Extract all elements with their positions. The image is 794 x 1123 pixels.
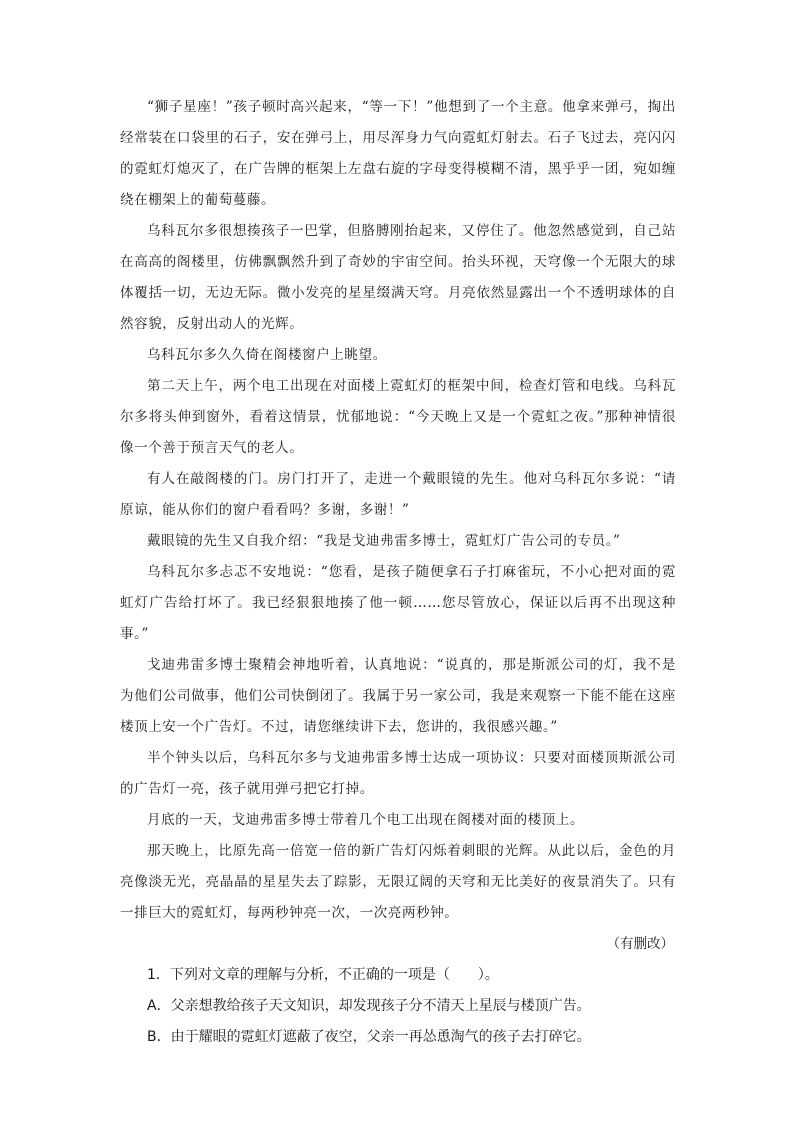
paragraph-7: 乌科瓦尔多忐忑不安地说：“您看，是孩子随便拿石子打麻雀玩，不小心把对面的霓虹灯广告给打坏了。我已经狠狠地揍了他一顿……您尽管放心，保证以后再不出现这种事。”	[120, 564, 676, 642]
document-page	[120, 92, 676, 1053]
paragraph-5: 有人在敲阁楼的门。房门打开了，走进一个戴眼镜的先生。他对乌科瓦尔多说：“请原谅，能从你们的窗户看看吗？多谢，多谢！”	[120, 471, 676, 518]
paragraph-9: 半个钟头以后，乌科瓦尔多与戈迪弗雷多博士达成一项协议：只要对面楼顶斯派公司的广告灯一亮，孩子就用弹弓把它打掉。	[120, 750, 676, 797]
paragraph-6: 戴眼镜的先生又自我介绍：“我是戈迪弗雷多博士，霓虹灯广告公司的专员。”	[147, 533, 621, 549]
option-b: B．由于耀眼的霓虹灯遮蔽了夜空，父亲一再怂恿淘气的孩子去打碎它。	[147, 1029, 591, 1045]
question-stem: 1．下列对文章的理解与分析，不正确的一项是（ ）。	[147, 967, 499, 983]
paragraph-1: “狮子星座！”孩子顿时高兴起来，“等一下！”他想到了一个主意。他拿来弹弓，掏出经常装在口袋里的石子，安在弹弓上，用尽浑身力气向霓虹灯射去。石子飞过去，亮闪闪的霓虹灯熄灭了，在广告牌的框架上左盘右旋的字母变得模糊不清，黑乎乎一团，宛如缠绕在棚架上的葡萄蔓藤。	[120, 99, 676, 208]
paragraph-2: 乌科瓦尔多很想揍孩子一巴掌，但胳膊刚抬起来，又停住了。他忽然感觉到，自己站在高高的阁楼里，仿佛飘飘然升到了奇妙的宇宙空间。抬头环视，天穹像一个无限大的球体覆括一切，无边无际。微小发亮的星星缀满天穹。月亮依然显露出一个不透明球体的自然容貌，反射出动人的光辉。	[120, 223, 676, 332]
paragraph-4: 第二天上午，两个电工出现在对面楼上霓虹灯的框架中间，检查灯管和电线。乌科瓦尔多将头伸到窗外，看着这情景，忧郁地说：“今天晚上又是一个霓虹之夜。”那种神情很像一个善于预言天气的老人。	[120, 378, 676, 456]
source-note: （有删改）	[606, 936, 674, 952]
option-a: A．父亲想教给孩子天文知识，却发现孩子分不清天上星辰与楼顶广告。	[147, 998, 591, 1014]
paragraph-10: 月底的一天，戈迪弗雷多博士带着几个电工出现在阁楼对面的楼顶上。	[147, 812, 585, 828]
paragraph-8: 戈迪弗雷多博士聚精会神地听着，认真地说：“说真的，那是斯派公司的灯，我不是为他们公司做事，他们公司快倒闭了。我属于另一家公司，我是来观察一下能不能在这座楼顶上安一个广告灯。不过，请您继续讲下去，您讲的，我很感兴趣。”	[120, 657, 676, 735]
paragraph-3: 乌科瓦尔多久久倚在阁楼窗户上眺望。	[147, 347, 387, 363]
paragraph-11: 那天晚上，比原先高一倍宽一倍的新广告灯闪烁着刺眼的光辉。从此以后，金色的月亮像淡无光，亮晶晶的星星失去了踪影，无限辽阔的天穹和无比美好的夜景消失了。只有一排巨大的霓虹灯，每两秒钟亮一次，一次亮两秒钟。	[120, 843, 676, 921]
